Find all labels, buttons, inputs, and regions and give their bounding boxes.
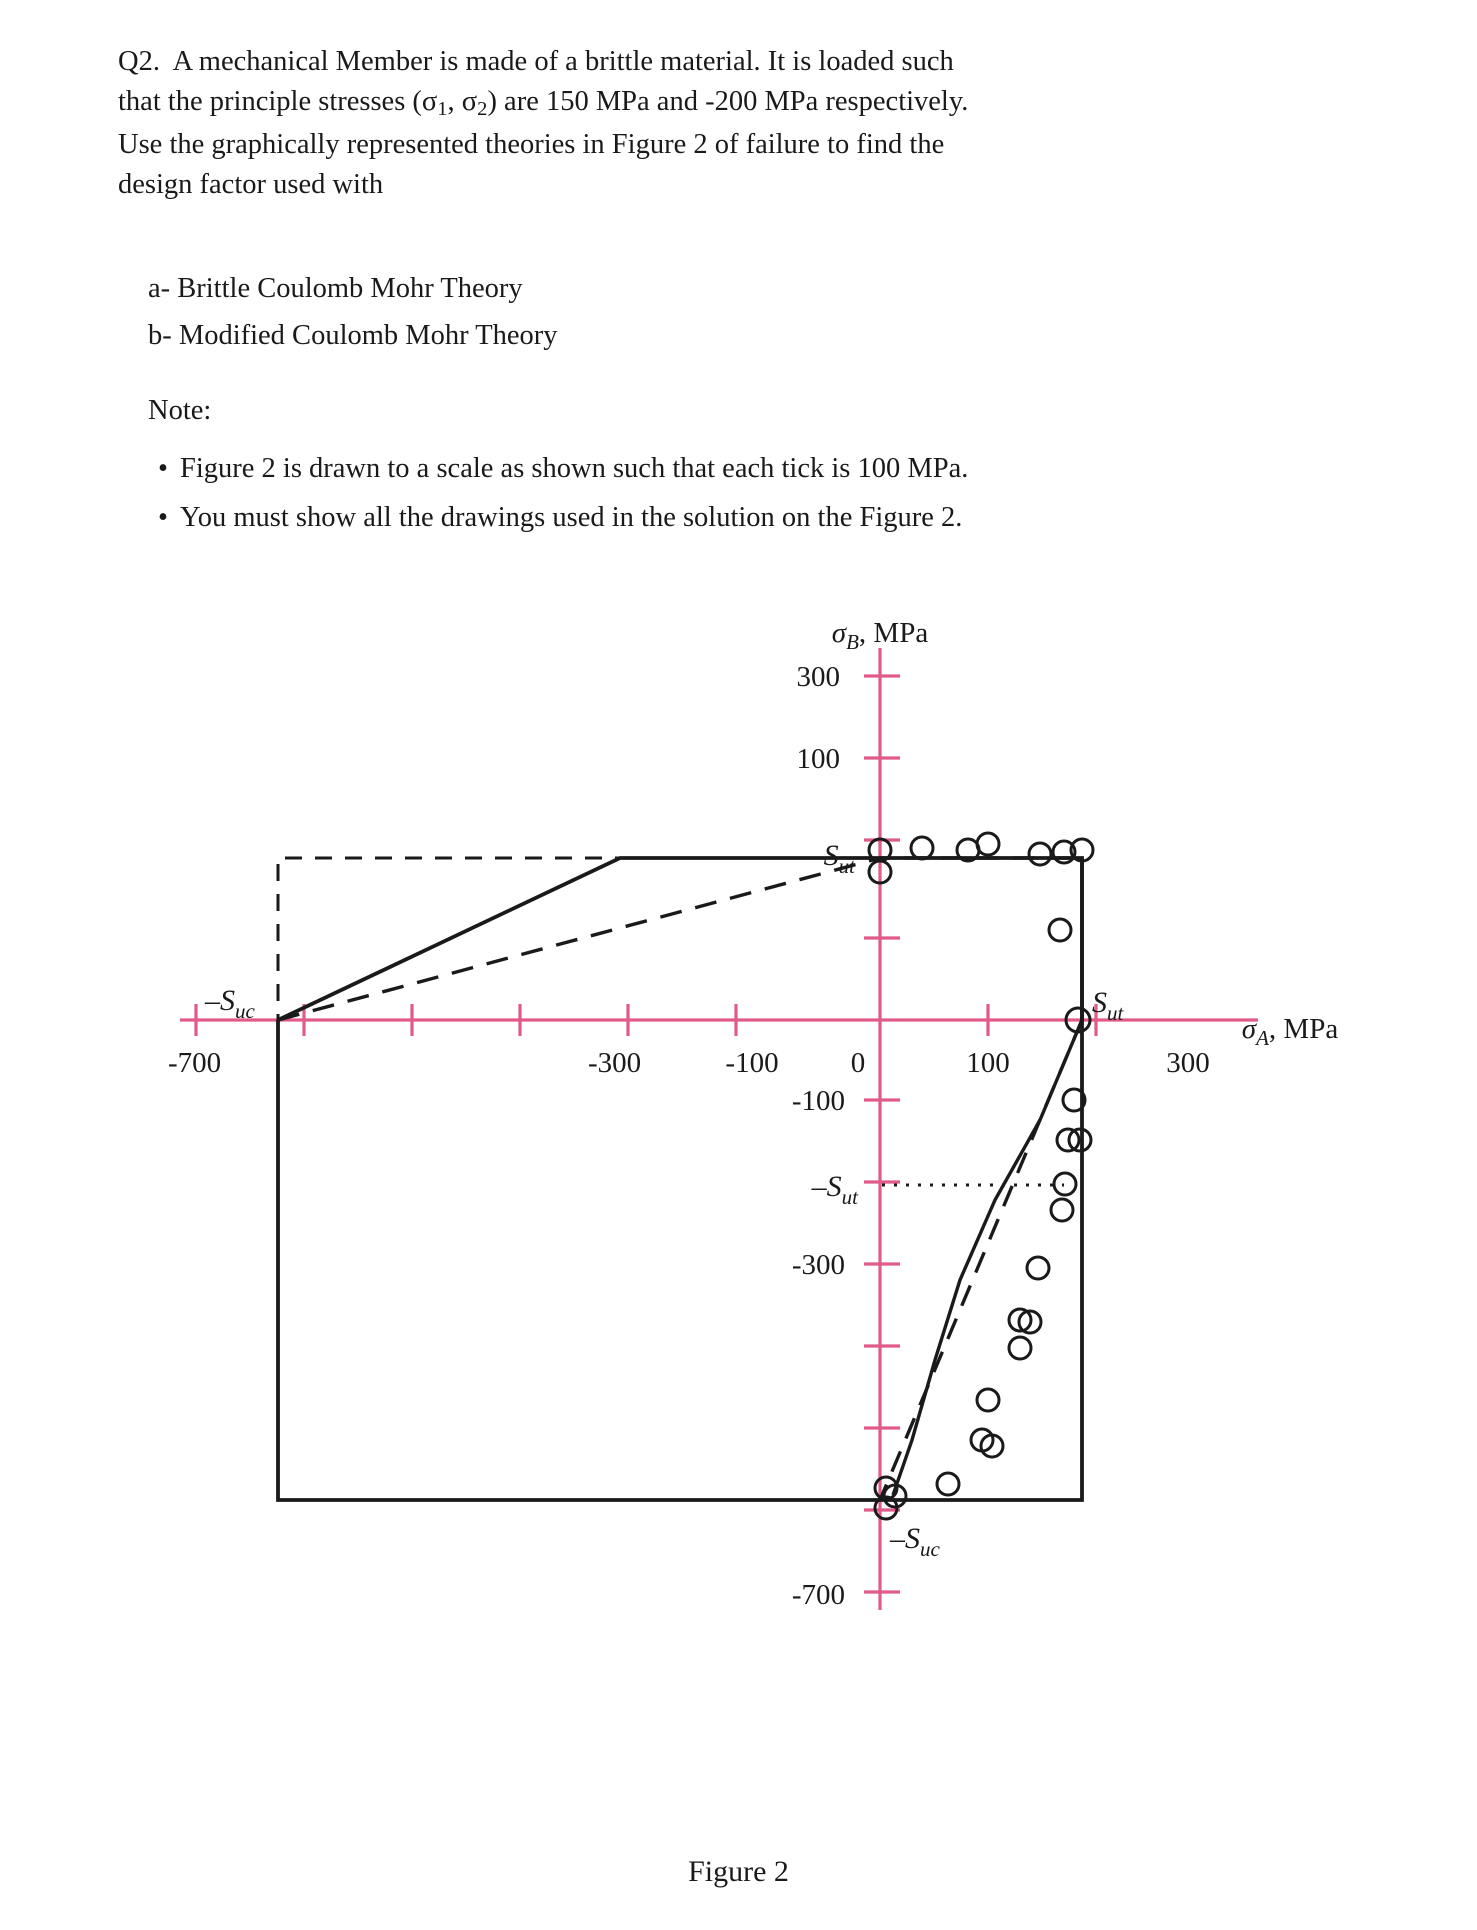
- sigma-2-subscript: 2: [477, 98, 488, 121]
- question-number: Q2.: [118, 46, 160, 77]
- x-tick-0: 0: [850, 1047, 866, 1079]
- bullet-icon: •: [158, 453, 168, 484]
- question-part-a: a- Brittle Coulomb Mohr Theory: [148, 273, 523, 304]
- coulomb-mohr-line: [278, 858, 1082, 1500]
- y-tick-300: 300: [796, 661, 840, 693]
- y-tick-neg700: -700: [791, 1579, 845, 1611]
- note-list: [158, 448, 1358, 546]
- experimental-fit-line: [893, 1020, 1082, 1495]
- question-parts: [148, 268, 1248, 363]
- y-axis-ticks: [864, 676, 900, 1592]
- question-line-3: Use the graphically represented theories in Figure 2 of failure to find the: [118, 128, 945, 160]
- data-point-markers: [869, 833, 1093, 1519]
- max-normal-stress-envelope: [278, 858, 1082, 1500]
- note-item-1-text: Figure 2 is drawn to a scale as shown such that each tick is 100 MPa.: [180, 453, 969, 484]
- question-line-1: [118, 42, 1358, 82]
- x-tick-neg700: -700: [168, 1047, 222, 1079]
- question-body-2c: ) are 150 MPa and -200 MPa respectively.: [487, 86, 969, 118]
- x-tick-neg300: -300: [588, 1047, 642, 1079]
- figure-2-svg: [0, 600, 1477, 1840]
- figure-2: [0, 600, 1477, 1840]
- sigma-1-subscript: 1: [437, 98, 448, 121]
- note-label: Note:: [148, 395, 212, 426]
- question-line-4: design factor used with: [118, 169, 384, 201]
- x-tick-neg100: -100: [725, 1047, 779, 1079]
- note-item-2: [158, 497, 1358, 540]
- x-tick-100: 100: [966, 1047, 1010, 1079]
- note-item-1: [158, 448, 1358, 491]
- figure-caption: Figure 2: [688, 1855, 789, 1888]
- bullet-icon: •: [158, 501, 168, 533]
- y-tick-neg100: -100: [791, 1085, 845, 1117]
- x-tick-300: 300: [1166, 1047, 1210, 1079]
- question-text: [118, 42, 1358, 206]
- x-axis-title: $\sigma_A$, MPa: [1241, 1013, 1339, 1050]
- minus-suc-y-label: $-S_{uc}$: [890, 1522, 940, 1561]
- question-body-2a: that the principle stresses (σ: [118, 86, 438, 118]
- figure-labels: [168, 617, 1338, 1611]
- sut-x-label: $S_{ut}$: [1092, 986, 1124, 1025]
- y-tick-neg300: -300: [791, 1249, 845, 1281]
- minus-suc-x-label: $-S_{uc}$: [205, 984, 255, 1023]
- question-line-2: [118, 82, 1358, 124]
- question-part-b: b- Modified Coulomb Mohr Theory: [148, 320, 558, 352]
- sut-y-label: $S_{ut}$: [823, 839, 855, 878]
- note-item-2-text: You must show all the drawings used in the solution on the Figure 2.: [180, 501, 963, 533]
- minus-sut-label: $-S_{ut}$: [811, 1170, 858, 1209]
- y-tick-100: 100: [796, 743, 840, 775]
- question-body-1: A mechanical Member is made of a brittle material. It is loaded such: [172, 46, 954, 77]
- question-body-2b: , σ: [447, 86, 478, 118]
- y-axis-title: $\sigma_B$, MPa: [831, 617, 929, 654]
- axes-group: [180, 648, 1258, 1610]
- modified-coulomb-mohr-envelope: [278, 858, 1082, 1500]
